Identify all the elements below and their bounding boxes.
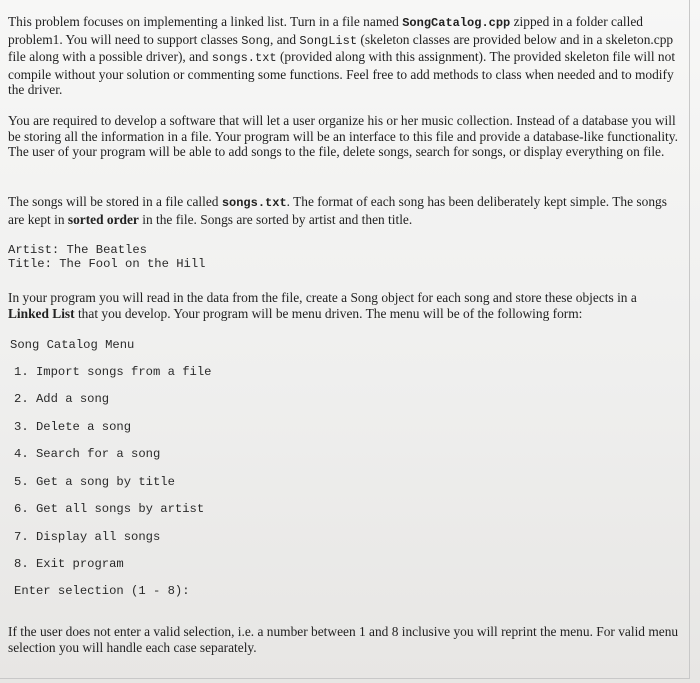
linked-list-text-2: that you develop. Your program will be menu driven. The menu will be of the following form: xyxy=(74,305,583,321)
linked-list-emphasis: Linked List xyxy=(8,305,75,321)
menu-item-5: 5. Get a song by title xyxy=(14,475,175,489)
menu-item-6: 6. Get all songs by artist xyxy=(14,502,205,516)
validation-paragraph: If the user does not enter a valid selection, i.e. a number between 1 and 8 inclusive you will reprint the menu. For valid menu selection you will handle each case separately. xyxy=(8,624,679,655)
menu-title: Song Catalog Menu xyxy=(10,338,135,352)
storage-text-3: in the file. Songs are sorted by artist and then title. xyxy=(138,211,413,227)
filename-songs-txt-2: songs.txt xyxy=(221,196,287,210)
menu-item-3: 3. Delete a song xyxy=(14,420,132,434)
intro-paragraph xyxy=(8,14,680,98)
linked-list-text-1: In your program you will read in the data from the file, create a Song object for each song and store these objects in a xyxy=(8,290,637,305)
menu-item-7: 7. Display all songs xyxy=(14,530,161,544)
example-artist-line: Artist: The Beatles xyxy=(8,243,147,257)
storage-paragraph xyxy=(8,194,680,227)
intro-text-5: (provided along with this assignment). The provided skeleton file will not compile without your solution or commenting some functions. Feel free to add methods to class when needed and to modify the driver. xyxy=(8,49,676,98)
menu-item-2: 2. Add a song xyxy=(14,392,110,406)
linked-list-paragraph xyxy=(8,290,680,321)
filename-songs-txt: songs.txt xyxy=(211,51,277,66)
description-paragraph: You are required to develop a software that will let a user organize his or her music collection. Instead of a database you will be storing all the information in a file. Your program will be an interface to this file and provide a database-like functionality. The user of your program will be able to add songs to the file, delete songs, search for songs, or display everything on file. xyxy=(8,113,678,160)
storage-text-2: . The format of each song has been deliberately kept simple. The songs are kept in xyxy=(8,194,667,227)
menu-prompt: Enter selection (1 - 8): xyxy=(14,584,190,598)
intro-text-2: zipped in a folder called problem1. You will need to support classes xyxy=(8,14,643,47)
intro-text-4: (skeleton classes are provided below and in a skeleton.cpp file along with a possible driver), and xyxy=(8,31,674,65)
example-title-line: Title: The Fool on the Hill xyxy=(8,257,206,271)
class-song: Song xyxy=(241,33,271,48)
intro-text-3: , and xyxy=(270,31,300,47)
menu-item-1: 1. Import songs from a file xyxy=(14,365,212,379)
intro-text-1: This problem focuses on implementing a linked list. Turn in a file named xyxy=(8,14,403,29)
class-songlist: SongList xyxy=(299,33,358,48)
sorted-order-emphasis: sorted order xyxy=(67,211,139,227)
menu-item-8: 8. Exit program xyxy=(14,557,124,571)
menu-item-4: 4. Search for a song xyxy=(14,447,161,461)
filename-songcatalog: SongCatalog.cpp xyxy=(402,16,511,30)
storage-text-1: The songs will be stored in a file called xyxy=(8,194,222,209)
